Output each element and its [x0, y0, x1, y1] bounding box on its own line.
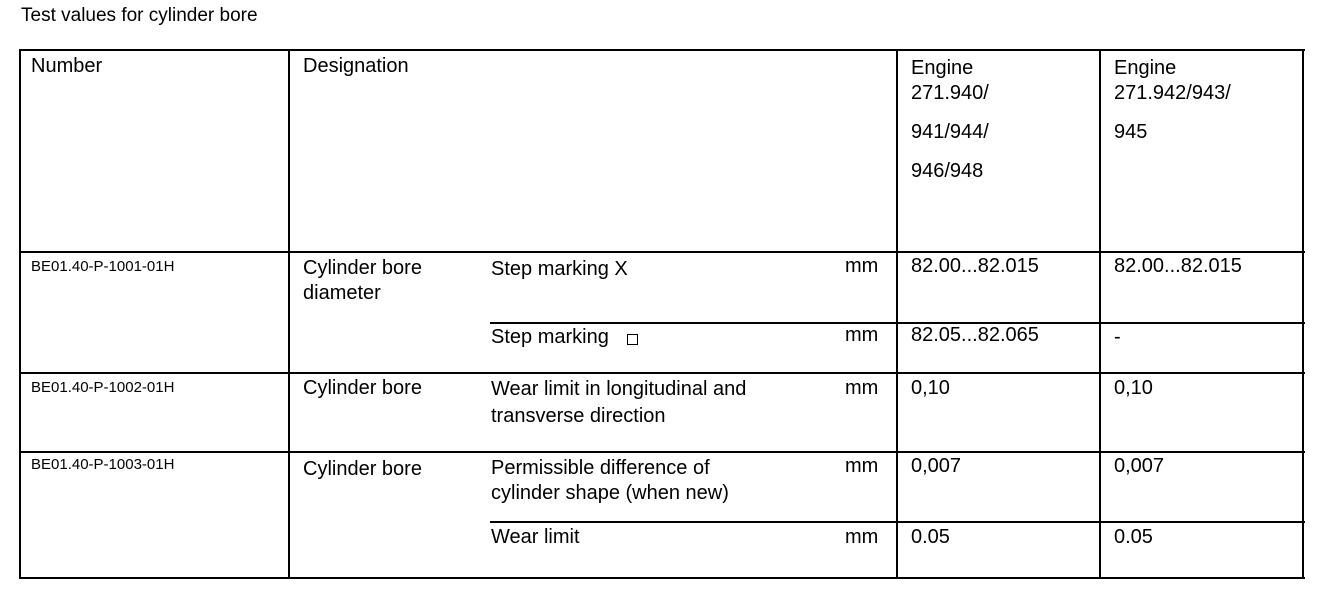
row-1-item-2-engine-a: 82.05...82.065 [911, 324, 1039, 346]
row-3-item-1-desc-line: cylinder shape (when new) [491, 482, 729, 504]
row-divider-1 [19, 372, 1305, 374]
row-1-item-2-unit: mm [845, 324, 879, 346]
header-engine-a [911, 49, 989, 191]
header-engine-a-line: 271.940/ [911, 82, 989, 104]
row-3-item-1-unit: mm [845, 455, 879, 477]
header-designation: Designation [303, 55, 409, 77]
row-1-item-2-desc [491, 325, 638, 350]
header-engine-b-line: Engine [1114, 57, 1177, 79]
square-symbol-icon [627, 334, 638, 345]
header-engine-a-line: Engine [911, 57, 974, 79]
header-number: Number [31, 55, 103, 77]
row-1-item-2-engine-b: - [1114, 326, 1121, 348]
header-engine-a-line: 946/948 [911, 160, 984, 182]
row-1-item-1-unit: mm [845, 255, 879, 277]
row-3-item-2-engine-a: 0.05 [911, 526, 950, 548]
header-engine-b-line: 945 [1114, 121, 1148, 143]
row-1-designation [303, 256, 422, 306]
header-engine-a-line: 941/944/ [911, 121, 989, 143]
row-3-item-1-engine-a: 0,007 [911, 455, 962, 477]
row-2-number: BE01.40-P-1002-01H [31, 379, 175, 396]
column-divider-number [288, 49, 290, 579]
row-1-item-2-desc-text: Step marking [491, 326, 609, 348]
row-1-item-1-desc: Step marking X [491, 258, 628, 280]
row-1-item-1-engine-a: 82.00...82.015 [911, 255, 1039, 277]
header-engine-b [1114, 49, 1231, 152]
row-2-item-1-desc [491, 376, 746, 430]
row-3-item-1-engine-b: 0,007 [1114, 455, 1165, 477]
column-divider-designation [896, 49, 898, 579]
row-2-item-1-desc-line: transverse direction [491, 405, 666, 427]
row-1-designation-line: Cylinder bore [303, 257, 422, 279]
row-3-item-2-desc: Wear limit [491, 526, 580, 548]
header-engine-b-line: 271.942/943/ [1114, 82, 1231, 104]
row-3-number: BE01.40-P-1003-01H [31, 456, 175, 473]
table-border-top [19, 49, 1305, 51]
row-1-item-1-engine-b: 82.00...82.015 [1114, 255, 1242, 277]
row-2-item-1-engine-a: 0,10 [911, 377, 950, 399]
row-3-item-1-desc-line: Permissible difference of [491, 457, 710, 479]
row-3-item-2-engine-b: 0.05 [1114, 526, 1153, 548]
table-border-bottom [19, 577, 1305, 579]
row-3-item-2-unit: mm [845, 526, 879, 548]
header-divider [19, 251, 1305, 253]
column-divider-engine [1099, 49, 1101, 579]
page-title: Test values for cylinder bore [21, 5, 258, 26]
row-1-designation-line: diameter [303, 282, 381, 304]
row-2-item-1-unit: mm [845, 377, 879, 399]
row-2-item-1-desc-line: Wear limit in longitudinal and [491, 378, 747, 400]
table-border-right [1302, 49, 1304, 579]
row-3-item-1-desc [491, 456, 729, 506]
row-2-item-1-engine-b: 0,10 [1114, 377, 1153, 399]
row-2-designation: Cylinder bore [303, 377, 422, 399]
table-border-left [19, 49, 21, 579]
row-3-designation: Cylinder bore [303, 458, 422, 480]
row-1-number: BE01.40-P-1001-01H [31, 258, 175, 275]
row-divider-2 [19, 451, 1305, 453]
